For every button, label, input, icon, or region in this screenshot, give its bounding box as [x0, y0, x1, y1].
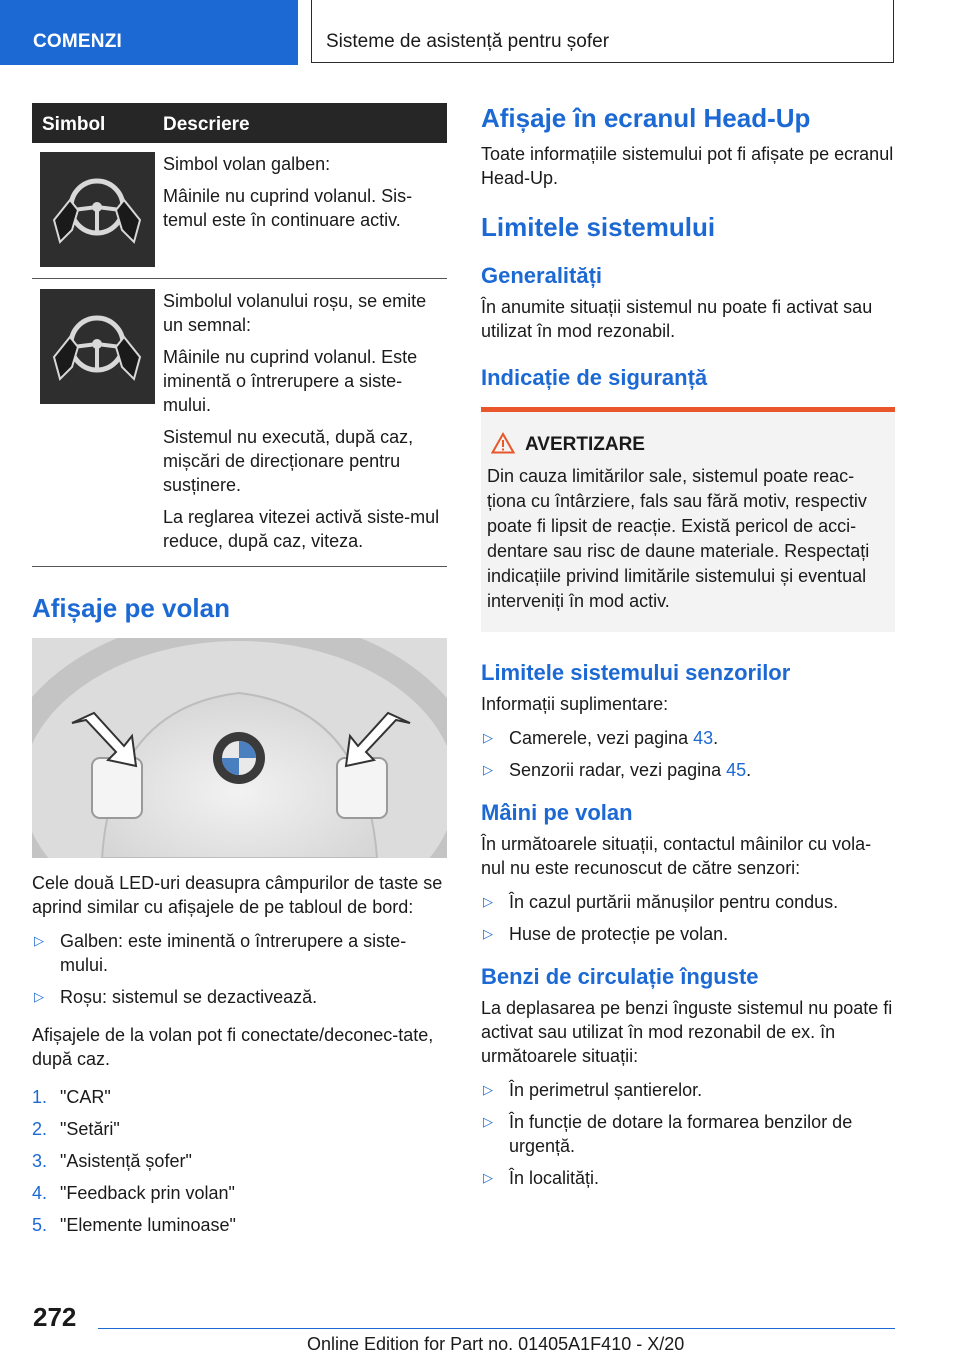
general-heading: Generalități — [481, 263, 603, 288]
list-item: 1. "CAR" — [32, 1087, 111, 1107]
lanes-list — [481, 1078, 895, 1190]
section-tab — [0, 0, 298, 65]
steering-wheel-red-icon — [40, 289, 155, 404]
sensor-list — [481, 726, 895, 782]
steering-led-list — [32, 929, 447, 1009]
row-description — [163, 143, 447, 232]
hands-list — [481, 890, 895, 946]
bullet-triangle-icon: ▷ — [483, 1170, 493, 1185]
row-text: Sistemul nu execută, după caz, mișcări de direcționare pentru susținere. — [163, 427, 414, 495]
list-item: ▷ În localități. — [483, 1168, 600, 1188]
table-header — [32, 103, 447, 143]
bullet-triangle-icon: ▷ — [34, 933, 44, 948]
hud-text: Toate informațiile sistemului pot fi afișate pe ecranul Head-Up. — [481, 144, 894, 188]
row-text: Simbol volan galben: — [163, 154, 331, 174]
hands-text: În următoarele situații, contactul mâinilor cu vola-nul nu este recunoscut de către senzori: — [481, 834, 872, 878]
right-column — [481, 103, 895, 1198]
steering-intro: Cele două LED-uri deasupra câmpurilor de taste se aprind similar cu afișajele de pe tabloul de bord: — [32, 873, 443, 917]
list-item: 3. "Asistență șofer" — [32, 1151, 192, 1171]
table-row — [32, 279, 447, 567]
page-link[interactable]: 45 — [726, 760, 747, 780]
chapter-header — [311, 0, 894, 63]
lanes-heading: Benzi de circulație înguste — [481, 964, 759, 989]
list-item: 5. "Elemente luminoase" — [32, 1215, 236, 1235]
warning-text: Din cauza limitărilor sale, sistemul poate reac-ționa cu întârziere, fals sau fără motiv, respectiv poate fi lipsit de reacție. Există pericol de acci-dentare sau risc de daune materiale. Respectați indicațiile privind limitările sistemului și eventual interveniți în mod activ. — [487, 466, 870, 611]
edition-note: Online Edition for Part no. 01405A1F410 - X/20 — [307, 1334, 685, 1354]
steering-wheel-yellow-icon — [40, 152, 155, 267]
bullet-triangle-icon: ▷ — [483, 730, 493, 745]
warning-box — [481, 407, 895, 632]
list-item: ▷ În funcție de dotare la formarea benzilor de urgență. — [483, 1112, 853, 1156]
row-text: Mâinile nu cuprind volanul. Este iminentă o întrerupere a siste-mului. — [163, 347, 418, 415]
bullet-triangle-icon: ▷ — [483, 1114, 493, 1129]
page-link[interactable]: 43 — [693, 728, 714, 748]
bullet-triangle-icon: ▷ — [483, 1082, 493, 1097]
bullet-triangle-icon: ▷ — [483, 926, 493, 941]
limits-heading: Limitele sistemului — [481, 212, 716, 242]
list-item: ▷ Huse de protecție pe volan. — [483, 924, 729, 944]
left-column — [32, 103, 447, 1245]
bullet-triangle-icon: ▷ — [483, 894, 493, 909]
hud-heading: Afișaje în ecranul Head-Up — [481, 103, 811, 133]
row-text: Mâinile nu cuprind volanul. Sis-temul este în continuare activ. — [163, 186, 413, 230]
steering-note: Afișajele de la volan pot fi conectate/deconec-tate, după caz. — [32, 1025, 434, 1069]
safety-heading: Indicație de siguranță — [481, 365, 708, 390]
list-item: ▷ Senzorii radar, vezi pagina 45. — [483, 760, 752, 780]
section-label: COMENZI — [33, 31, 123, 52]
steering-steps — [32, 1085, 447, 1237]
sensor-heading: Limitele sistemului senzorilor — [481, 660, 791, 685]
list-item: 4. "Feedback prin volan" — [32, 1183, 235, 1203]
warning-triangle-icon — [491, 432, 515, 454]
bullet-triangle-icon: ▷ — [483, 762, 493, 777]
table-col-symbol: Simbol — [42, 114, 106, 135]
list-item: ▷ În cazul purtării mănușilor pentru condus. — [483, 892, 839, 912]
list-item: ▷ Galben: este iminentă o întrerupere a siste-mului. — [34, 931, 407, 975]
row-text: La reglarea vitezei activă siste-mul reduce, după caz, viteza. — [163, 507, 440, 551]
footer-divider — [98, 1328, 895, 1329]
list-item: 2. "Setări" — [32, 1119, 120, 1139]
table-row — [32, 143, 447, 279]
section-heading: Afișaje pe volan — [32, 593, 230, 623]
bullet-triangle-icon: ▷ — [34, 989, 44, 1004]
page-number: 272 — [33, 1302, 77, 1332]
row-text: Simbolul volanului roșu, se emite un semnal: — [163, 291, 427, 335]
general-text: În anumite situații sistemul nu poate fi activat sau utilizat în mod rezonabil. — [481, 297, 873, 341]
list-item: ▷ Camerele, vezi pagina 43. — [483, 728, 719, 748]
steering-wheel-illustration — [32, 638, 447, 858]
warning-title: AVERTIZARE — [487, 430, 889, 460]
lanes-text: La deplasarea pe benzi înguste sistemul nu poate fi activat sau utilizat în mod rezonabil de ex. în următoarele situații: — [481, 998, 893, 1066]
row-description — [163, 279, 447, 553]
chapter-title: Sisteme de asistență pentru șofer — [326, 31, 610, 52]
table-col-description: Descriere — [163, 114, 250, 135]
hands-heading: Mâini pe volan — [481, 800, 633, 825]
list-item: ▷ Roșu: sistemul se dezactivează. — [34, 987, 318, 1007]
sensor-intro: Informații suplimentare: — [481, 694, 669, 714]
list-item: ▷ În perimetrul șantierelor. — [483, 1080, 703, 1100]
